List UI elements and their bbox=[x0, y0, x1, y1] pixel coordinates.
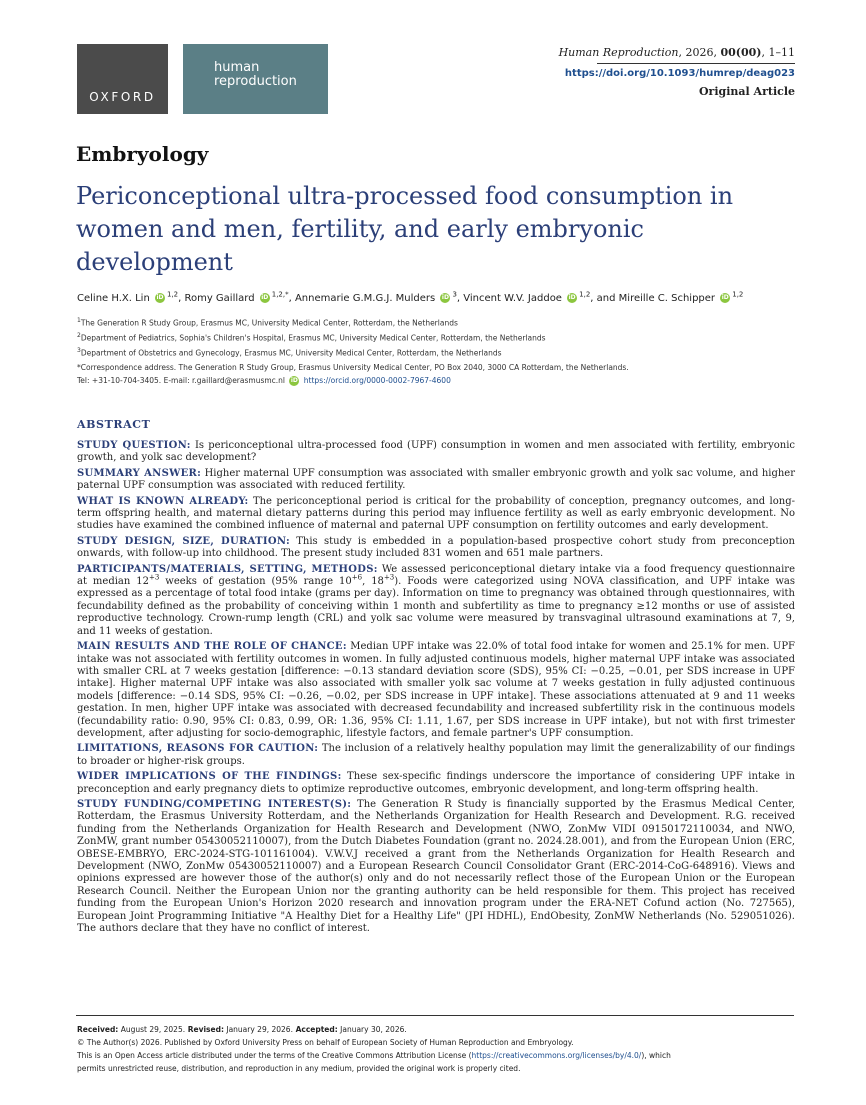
dates-line bbox=[77, 1023, 795, 1036]
author-sep: , bbox=[178, 293, 185, 305]
author-sep: , bbox=[288, 293, 295, 305]
section-label: Embryology bbox=[76, 142, 209, 166]
affiliation-text: The Generation R Study Group, Erasmus MC, University Medical Center, Rotterdam, the Netherlands bbox=[80, 318, 458, 328]
orcid-icon[interactable]: iD bbox=[721, 294, 729, 302]
accepted-label: Accepted: bbox=[292, 1025, 338, 1034]
orcid-icon[interactable]: iD bbox=[568, 294, 576, 302]
accepted-date: January 30, 2026. bbox=[337, 1025, 407, 1034]
abstract-funding bbox=[77, 799, 795, 935]
abstract-main-results bbox=[77, 641, 795, 740]
abstract-heading: ABSTRACT bbox=[77, 418, 151, 431]
abstract-text: Median UPF intake was 22.0% of total food intake for women and 25.1% for men. UPF intake was not associated with fertility outcomes in women. In fully adjusted continuous models, higher maternal UPF intake was associated with smaller CRL at 7 weeks gestation [difference: −0.13 standard deviation score (SDS), 95% CI: −0.25, −0.01, per SDS increase in UPF intake]. Higher maternal UPF intake was also associated with smaller yolk sac volume at 7 weeks gestation in fully adjusted continuous models [difference: −0.14 SDS, 95% CI: −0.26, −0.02, per SDS increase in UPF intake]. These associations attenuated at 9 and 11 weeks gestation. In men, higher UPF intake was associated with decreased fecundability and increased subfertility risk in the continuous models (fecundability ratio: 0.90, 95% CI: 0.83, 0.99, OR: 1.36, 95% CI: 1.11, 1.67, per SDS increase in UPF intake), but not with first trimester development, after adjusting for socio-demographic, lifestyle factors, and female partner's UPF consumption. bbox=[77, 641, 795, 739]
correspondence-contact bbox=[77, 374, 629, 387]
orcid-icon[interactable]: iD bbox=[441, 294, 449, 302]
citation-line bbox=[559, 44, 795, 62]
abstract-label: STUDY FUNDING/COMPETING INTEREST(S): bbox=[77, 798, 352, 810]
orcid-icon[interactable]: iD bbox=[156, 294, 164, 302]
author-affil: 1,2 bbox=[579, 291, 591, 299]
author-affil: 1,2 bbox=[166, 291, 179, 299]
abstract-text: ). Foods were categorized using NOVA classification, and UPF intake was expressed as a percentage of total food intake (grams per day). Information on time to pregnancy was obtained through questionnaires, with fecundability defined as the probability of conceiving within 1 month and subfertility as time to pregnancy ≥12 months or use of assisted reproductive technology. Crown-rump length (CRL) and yolk sac volume were measured by transvaginal ultrasound examinations at 7, 9, and 11 weeks of gestation. bbox=[77, 576, 795, 637]
abstract-text: The Generation R Study is financially supported by the Erasmus Medical Center, Rotterdam, the Erasmus University Rotterdam, and the Netherlands Organization for Health Research and Development. R.G. received funding from the Netherlands Organization for Health Research and Development (NWO, ZonMw VIDI 09150172110034, and NWO, ZonMW, grant number 05430052110007), from the Dutch Diabetes Foundation (grant no. 2024.28.001), and from the European Union (ERC, OBESE-EMBRYO, ERC-2024-STG-101161004). V.W.V.J received a grant from the Netherlands Organization for Health Research and Development (NWO, ZonMw 05430052110007) and a European Research Council Consolidator Grant (ERC-2014-CoG-648916). Views and opinions expressed are however those of the author(s) only and do not necessarily reflect those of the European Union or the European Research Council. Neither the European Union nor the granting authority can be held responsible for them. This project has received funding from the European Union's Horizon 2020 research and innovation program under the ERA-NET Cofund action (No. 727565), European Joint Programming Initiative "A Healthy Diet for a Healthy Life" (JPI HDHL), EndObesity, ZonMW Netherlands (No. 529051026). The authors declare that they have no conflict of interest. bbox=[77, 798, 796, 935]
affiliation-text: Department of Obstetrics and Gynecology, Erasmus MC, University Medical Center, Rotterdam, the Netherlands bbox=[80, 348, 502, 358]
correspondence-address: *Correspondence address. The Generation R Study Group, Erasmus University Medical Center, PO Box 2040, 3000 CA Rotterdam, the Netherlands. bbox=[77, 363, 629, 372]
abstract-study-question bbox=[77, 440, 795, 465]
abstract-text: weeks of gestation (95% range 10 bbox=[159, 576, 352, 588]
license-line bbox=[77, 1049, 795, 1062]
citation-divider bbox=[597, 63, 795, 64]
abstract-label: PARTICIPANTS/MATERIALS, SETTING, METHODS: bbox=[77, 563, 378, 575]
orcid-icon[interactable]: iD bbox=[290, 377, 298, 384]
abstract-label: WHAT IS KNOWN ALREADY: bbox=[77, 495, 249, 507]
author bbox=[77, 293, 184, 304]
author-sep: , bbox=[456, 293, 464, 305]
abstract-sup: +3 bbox=[383, 573, 395, 582]
abstract-label: LIMITATIONS, REASONS FOR CAUTION: bbox=[77, 743, 319, 755]
received-label: Received: bbox=[77, 1025, 119, 1034]
journal-logo-line2: reproduction bbox=[214, 74, 297, 89]
copyright: © The Author(s) 2026. Published by Oxford University Press on behalf of European Society of Human Reproduction and Embryology. bbox=[77, 1038, 574, 1047]
abstract-sup: +6 bbox=[351, 573, 363, 582]
abstract-summary-answer bbox=[77, 468, 795, 493]
author-name: Annemarie G.M.G.J. Mulders bbox=[294, 293, 436, 305]
abstract-text: , 18 bbox=[362, 576, 384, 588]
author bbox=[184, 293, 294, 304]
citation-block bbox=[559, 44, 795, 101]
article-title: Periconceptional ultra-processed food consumption in women and men, fertility, and early embryonic development bbox=[76, 182, 734, 276]
revised-label: Revised: bbox=[185, 1025, 224, 1034]
oxford-logo-text: OXFORD bbox=[89, 90, 156, 104]
abstract-text: This study is embedded in a population-based prospective cohort study from preconception onwards, with follow-up into childhood. The present study included 831 women and 651 male partners. bbox=[77, 535, 796, 560]
abstract-limitations bbox=[77, 743, 795, 768]
author bbox=[295, 293, 463, 304]
author bbox=[463, 293, 618, 304]
journal-logo bbox=[183, 44, 328, 114]
author-name: Romy Gaillard bbox=[184, 293, 255, 305]
footer-divider bbox=[76, 1015, 794, 1016]
author bbox=[619, 293, 744, 304]
abstract-text: The inclusion of a relatively healthy population may limit the generalizability of our findings to broader or higher-risk groups. bbox=[77, 743, 795, 767]
author-name: Vincent W.V. Jaddoe bbox=[463, 293, 562, 305]
abstract-text: The periconceptional period is critical for the probability of conception, pregnancy outcomes, and long-term offspring health, and maternal dietary patterns during this period may influence fertility as well as early embryonic development. No studies have examined the combined influence of maternal and paternal UPF consumption on fertility outcomes and early development. bbox=[77, 495, 795, 532]
footer bbox=[77, 1023, 795, 1075]
affiliations bbox=[77, 315, 546, 360]
author-affil: 3 bbox=[452, 291, 457, 299]
abstract-design bbox=[77, 536, 795, 561]
correspondence-email[interactable]: Tel: +31-10-704-3405. E-mail: r.gaillard@erasmusmc.nl bbox=[77, 376, 286, 385]
correspondence bbox=[77, 361, 629, 387]
orcid-icon[interactable]: iD bbox=[261, 294, 269, 302]
abstract-body bbox=[77, 440, 795, 938]
abstract-implications bbox=[77, 771, 795, 796]
article-type: Original Article bbox=[698, 85, 795, 98]
author-name: Celine H.X. Lin bbox=[77, 293, 150, 305]
affiliation bbox=[77, 345, 546, 360]
license-line-2: permits unrestricted reuse, distribution, and reproduction in any medium, provided the original work is properly cited. bbox=[77, 1064, 521, 1073]
abstract-text: These sex-specific findings underscore the importance of considering UPF intake in preconception and early pregnancy diets to optimize reproductive outcomes, embryonic development, and long-term offspring health. bbox=[77, 771, 795, 795]
journal-logo-line1: human bbox=[214, 60, 260, 75]
orcid-link[interactable]: https://orcid.org/0000-0002-7967-4600 bbox=[303, 376, 451, 385]
license-text: This is an Open Access article distributed under the terms of the Creative Commons Attribution License ( bbox=[77, 1051, 472, 1060]
affiliation-num: 3 bbox=[77, 347, 81, 354]
citation-volume: 00(00) bbox=[720, 46, 762, 59]
affiliation-num: 2 bbox=[77, 332, 81, 339]
author-affil: 1,2,* bbox=[271, 291, 289, 299]
abstract-label: WIDER IMPLICATIONS OF THE FINDINGS: bbox=[77, 771, 342, 783]
author-affil: 1,2 bbox=[732, 291, 744, 299]
doi-link[interactable]: https://doi.org/10.1093/humrep/deag023 bbox=[564, 68, 795, 79]
author-list bbox=[77, 291, 817, 304]
abstract-participants bbox=[77, 564, 795, 638]
author-name: Mireille C. Schipper bbox=[618, 293, 716, 305]
affiliation-num: 1 bbox=[77, 317, 81, 324]
abstract-label: STUDY QUESTION: bbox=[77, 440, 191, 451]
abstract-label: SUMMARY ANSWER: bbox=[77, 467, 202, 479]
abstract-text: Higher maternal UPF consumption was associated with smaller embryonic growth and yolk sac volume, and higher paternal UPF consumption was associated with reduced fertility. bbox=[77, 467, 795, 492]
abstract-known-already bbox=[77, 496, 795, 533]
abstract-sup: +3 bbox=[149, 573, 160, 582]
oxford-logo bbox=[77, 44, 168, 114]
license-link[interactable]: https://creativecommons.org/licenses/by/4.0/ bbox=[471, 1051, 642, 1060]
author-sep: , and bbox=[590, 293, 619, 305]
abstract-text: Is periconceptional ultra-processed food (UPF) consumption in women and men associated with fertility, embryonic growth, and yolk sac development? bbox=[77, 440, 796, 464]
abstract-text: We assessed periconceptional dietary intake via a food frequency questionnaire at median 12 bbox=[77, 563, 795, 588]
citation-year: , 2026, bbox=[678, 46, 721, 59]
revised-date: January 29, 2026. bbox=[223, 1025, 293, 1034]
citation-pages: , 1–11 bbox=[761, 46, 795, 59]
received-date: August 29, 2025. bbox=[118, 1025, 186, 1034]
journal-name: Human Reproduction bbox=[558, 46, 679, 59]
affiliation-text: Department of Pediatrics, Sophia's Children's Hospital, Erasmus MC, University Medical Center, Rotterdam, the Netherlands bbox=[80, 333, 546, 343]
affiliation bbox=[77, 315, 546, 330]
abstract-label: STUDY DESIGN, SIZE, DURATION: bbox=[77, 535, 290, 547]
license-text: ), which bbox=[641, 1051, 671, 1060]
affiliation bbox=[77, 330, 546, 345]
abstract-label: MAIN RESULTS AND THE ROLE OF CHANCE: bbox=[77, 641, 347, 653]
